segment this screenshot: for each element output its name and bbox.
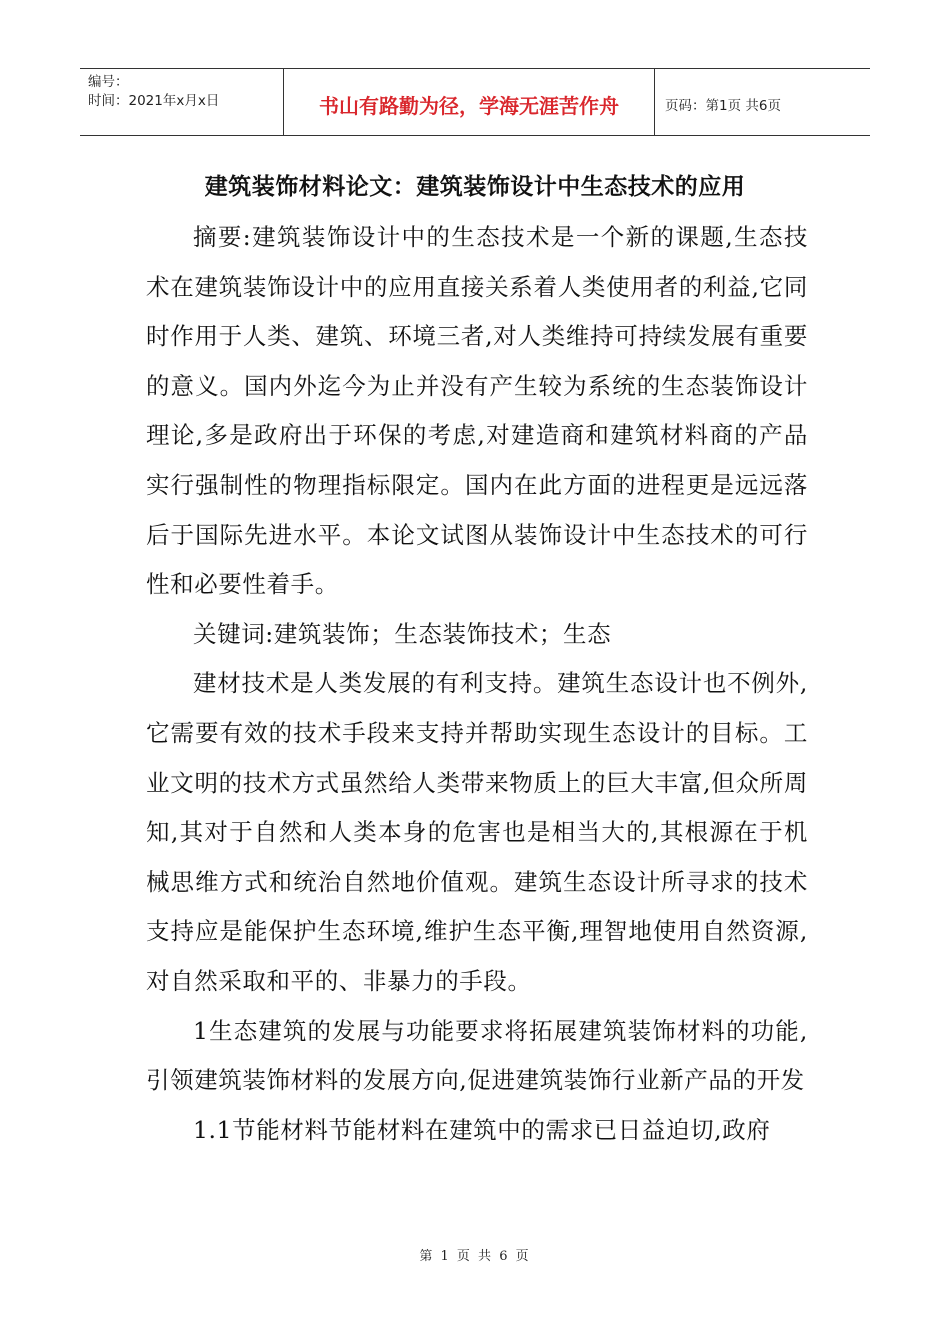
abstract-paragraph: 摘要:建筑装饰设计中的生态技术是一个新的课题,生态技术在建筑装饰设计中的应用直接关系着人类使用者的利益,它同时作用于人类、建筑、环境三者,对人类维持可持续发展有重要的意义。国内外迄今为止并没有产生较为系统的生态装饰设计理论,多是政府出于环保的考虑,对建造商和建筑材料商的产品实行强制性的物理指标限定。国内在此方面的进程更是远远落后于国际先进水平。本论文试图从装饰设计中生态技术的可行性和必要性着手。 (146, 223, 808, 599)
document-date-label: 时间：2021年x月x日 (88, 93, 220, 109)
document-title: 建筑装饰材料论文：建筑装饰设计中生态技术的应用 (204, 174, 746, 200)
section-heading-paragraph: 1生态建筑的发展与功能要求将拓展建筑装饰材料的功能,引领建筑装饰材料的发展方向,促进建筑装饰行业新产品的开发 (146, 1016, 808, 1095)
header-meta-cell (80, 69, 283, 135)
body-paragraph: 建材技术是人类发展的有利支持。建筑生态设计也不例外,它需要有效的技术手段来支持并帮助实现生态设计的目标。工业文明的技术方式虽然给人类带来物质上的巨大丰富,但众所周知,其对于自然和人类本身的危害也是相当大的,其根源在于机械思维方式和统治自然地价值观。建筑生态设计所寻求的技术支持应是能保护生态环境,维护生态平衡,理智地使用自然资源,对自然采取和平的、非暴力的手段。 (146, 669, 808, 995)
keywords-paragraph: 关键词:建筑装饰；生态装饰技术；生态 (193, 619, 612, 648)
header-page-info: 页码：第1页 共6页 (665, 98, 781, 114)
document-body (146, 213, 808, 1155)
document-number-label: 编号： (88, 74, 129, 90)
page-footer: 第 1 页 共 6 页 (419, 1249, 531, 1264)
header-table (80, 68, 870, 136)
header-motto: 书山有路勤为径，学海无涯苦作舟 (283, 69, 655, 135)
subsection-paragraph: 1.1节能材料节能材料在建筑中的需求已日益迫切,政府 (193, 1115, 771, 1144)
